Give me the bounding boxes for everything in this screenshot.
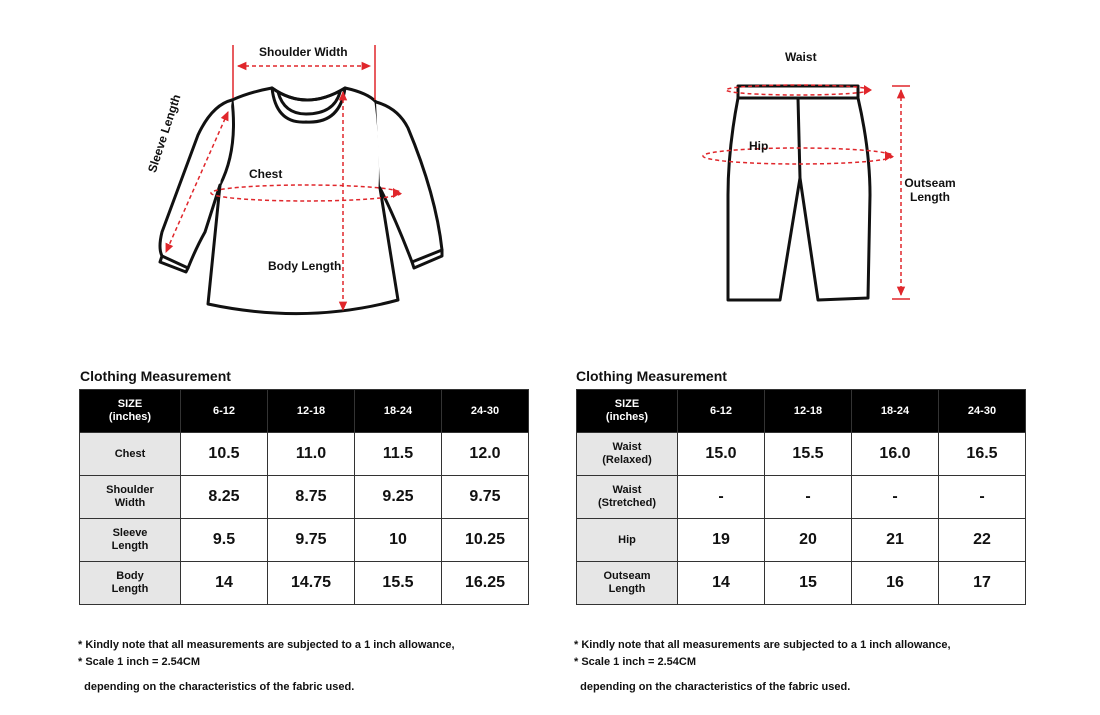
row-label-cell: [80, 562, 181, 605]
size-column-header: 18-24: [852, 390, 939, 433]
size-column-header: 6-12: [678, 390, 765, 433]
value-cell: 9.75: [268, 519, 355, 562]
row-label-cell: [577, 433, 678, 476]
value-cell: 11.0: [268, 433, 355, 476]
row-label: Chest: [114, 447, 146, 460]
value-cell: 9.5: [181, 519, 268, 562]
size-header-line: SIZE: [614, 398, 640, 410]
bottom-size-table: [576, 389, 1026, 605]
value-cell: 10: [355, 519, 442, 562]
value-cell: 11.5: [355, 433, 442, 476]
value-cell: -: [852, 476, 939, 519]
row-label-cell: [577, 562, 678, 605]
value-cell: 12.0: [442, 433, 529, 476]
size-column-header: 24-30: [442, 390, 529, 433]
table-row: [80, 519, 529, 562]
row-label-line-2: (Stretched): [597, 497, 657, 509]
value-cell: 8.75: [268, 476, 355, 519]
value-cell: 15.5: [765, 433, 852, 476]
value-cell: 9.25: [355, 476, 442, 519]
table-header-row: [577, 390, 1026, 433]
value-cell: 17: [939, 562, 1026, 605]
size-column-header: 12-18: [268, 390, 355, 433]
value-cell: -: [678, 476, 765, 519]
bottom-scale-note: * Scale 1 inch = 2.54CM: [574, 656, 696, 668]
chest-label: Chest: [249, 167, 283, 181]
top-size-table: [79, 389, 529, 605]
value-cell: 10.5: [181, 433, 268, 476]
value-cell: 19: [678, 519, 765, 562]
row-label: Waist: [612, 484, 642, 496]
size-header-line: SIZE: [117, 398, 143, 410]
row-label-line-2: Length: [111, 540, 149, 552]
size-column-header: 18-24: [355, 390, 442, 433]
value-cell: 8.25: [181, 476, 268, 519]
table-row: [577, 519, 1026, 562]
outseam-line-2: Length: [910, 190, 950, 204]
row-label-cell: [577, 476, 678, 519]
row-label-cell: [80, 476, 181, 519]
row-label: Shoulder: [106, 484, 154, 496]
value-cell: 15.5: [355, 562, 442, 605]
value-cell: 14: [181, 562, 268, 605]
row-label-line-2: Width: [114, 497, 146, 509]
size-header-cell: [80, 390, 181, 433]
row-label: Waist: [612, 441, 642, 453]
outseam-line-1: Outseam: [904, 176, 956, 190]
shoulder-width-label: Shoulder Width: [259, 45, 348, 59]
table-row: [80, 476, 529, 519]
value-cell: 16.5: [939, 433, 1026, 476]
size-header-cell: [577, 390, 678, 433]
body-length-label: Body Length: [268, 259, 342, 273]
row-label: Sleeve: [112, 527, 148, 539]
outseam-length-label: [904, 176, 956, 204]
waist-label: Waist: [785, 50, 817, 64]
note-line-1: * Kindly note that all measurements are subjected to a 1 inch allowance,: [78, 639, 455, 651]
row-label-cell: [577, 519, 678, 562]
row-label: Body: [116, 570, 144, 582]
value-cell: 22: [939, 519, 1026, 562]
pants-outline: [728, 86, 870, 300]
value-cell: 9.75: [442, 476, 529, 519]
table-header-row: [80, 390, 529, 433]
value-cell: -: [765, 476, 852, 519]
table-row: [577, 476, 1026, 519]
value-cell: 16: [852, 562, 939, 605]
value-cell: -: [939, 476, 1026, 519]
note-line-1: * Kindly note that all measurements are subjected to a 1 inch allowance,: [574, 639, 951, 651]
size-column-header: 6-12: [181, 390, 268, 433]
row-label: Outseam: [603, 570, 651, 582]
value-cell: 14: [678, 562, 765, 605]
value-cell: 16.25: [442, 562, 529, 605]
value-cell: 21: [852, 519, 939, 562]
garment-diagrams: [0, 0, 1100, 340]
row-label-cell: [80, 519, 181, 562]
value-cell: 14.75: [268, 562, 355, 605]
value-cell: 15: [765, 562, 852, 605]
value-cell: 15.0: [678, 433, 765, 476]
row-label-line-2: Length: [608, 583, 646, 595]
table-row: [80, 562, 529, 605]
top-table-title: Clothing Measurement: [80, 368, 231, 384]
top-scale-note: * Scale 1 inch = 2.54CM: [78, 656, 200, 668]
row-label-line-2: (Relaxed): [602, 454, 652, 466]
value-cell: 20: [765, 519, 852, 562]
hip-label: Hip: [749, 139, 769, 153]
note-line-2: depending on the characteristics of the fabric used.: [574, 681, 851, 693]
size-column-header: 24-30: [939, 390, 1026, 433]
row-label: Hip: [618, 533, 636, 546]
size-header-unit: (inches): [605, 411, 649, 423]
table-row: [577, 562, 1026, 605]
value-cell: 10.25: [442, 519, 529, 562]
sleeve-length-label: Sleeve Length: [145, 92, 184, 175]
size-header-unit: (inches): [108, 411, 152, 423]
table-row: [577, 433, 1026, 476]
bottom-table-title: Clothing Measurement: [576, 368, 727, 384]
note-line-2: depending on the characteristics of the fabric used.: [78, 681, 355, 693]
size-column-header: 12-18: [765, 390, 852, 433]
row-label-cell: [80, 433, 181, 476]
value-cell: 16.0: [852, 433, 939, 476]
row-label-line-2: Length: [111, 583, 149, 595]
table-row: [80, 433, 529, 476]
